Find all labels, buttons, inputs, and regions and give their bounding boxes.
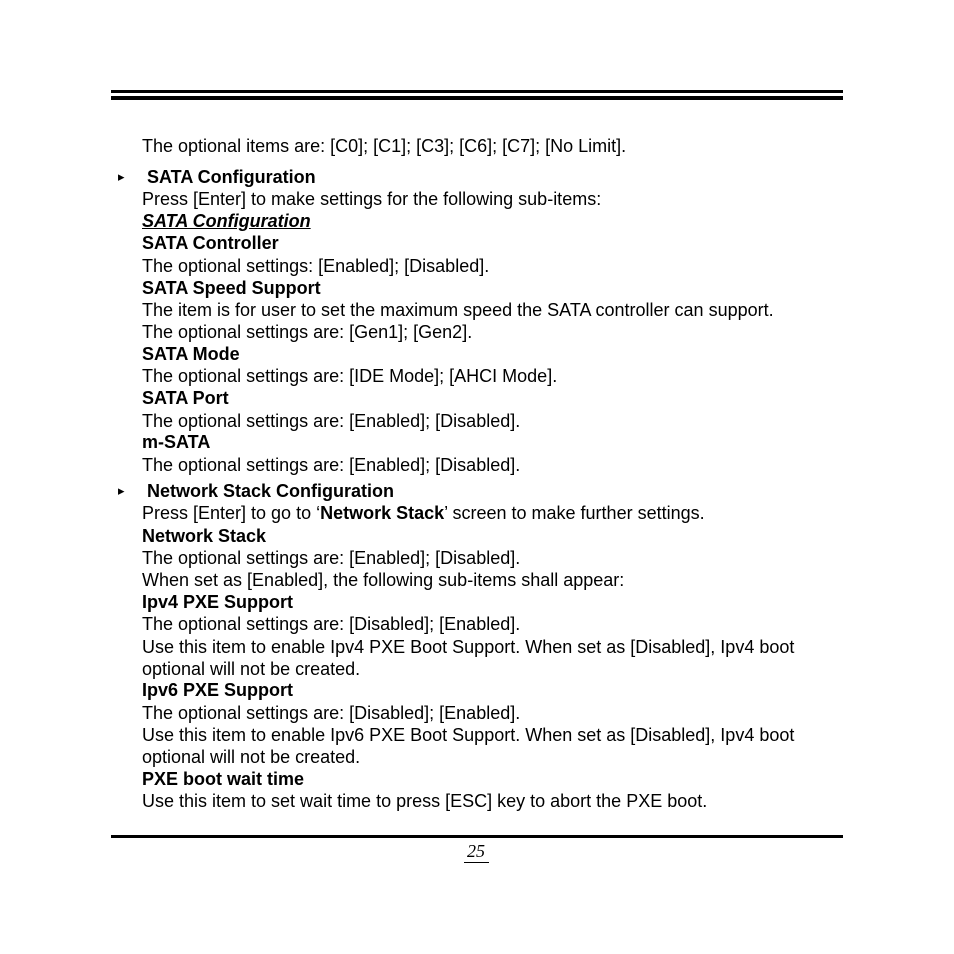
sata-speed-label: SATA Speed Support	[142, 278, 321, 298]
sata-mode-label: SATA Mode	[142, 344, 240, 364]
intro-text: The optional items are: [C0]; [C1]; [C3]; [C6]; [C7]; [No Limit].	[142, 136, 627, 156]
header-rule-top	[111, 90, 843, 93]
pxe-wait-desc: Use this item to set wait time to press [ESC] key to abort the PXE boot.	[142, 791, 708, 811]
sata-configuration-title: SATA Configuration	[147, 167, 316, 187]
sata-controller-desc: The optional settings: [Enabled]; [Disabled].	[142, 256, 490, 276]
footer-rule	[111, 835, 843, 838]
network-stack-desc: The optional settings are: [Enabled]; [Disabled].	[142, 548, 521, 568]
sata-controller-label: SATA Controller	[142, 233, 279, 253]
ipv4-pxe-note-2: optional will not be created.	[142, 659, 361, 679]
header-rule-bottom	[111, 96, 843, 100]
ipv6-pxe-desc: The optional settings are: [Disabled]; [Enabled].	[142, 703, 521, 723]
sata-description: Press [Enter] to make settings for the following sub-items:	[142, 189, 602, 209]
ipv6-pxe-note-2: optional will not be created.	[142, 747, 361, 767]
msata-label: m-SATA	[142, 432, 211, 452]
sata-port-desc: The optional settings are: [Enabled]; [Disabled].	[142, 411, 521, 431]
network-stack-note: When set as [Enabled], the following sub-items shall appear:	[142, 570, 625, 590]
network-stack-configuration-title: Network Stack Configuration	[147, 481, 395, 501]
page-number-underline	[464, 862, 489, 863]
network-desc-bold: Network Stack	[320, 503, 445, 523]
ipv4-pxe-desc: The optional settings are: [Disabled]; [Enabled].	[142, 614, 521, 634]
ipv6-pxe-label: Ipv6 PXE Support	[142, 680, 294, 700]
sata-speed-desc-2: The optional settings are: [Gen1]; [Gen2].	[142, 322, 473, 342]
msata-desc: The optional settings are: [Enabled]; [Disabled].	[142, 455, 521, 475]
sata-port-label: SATA Port	[142, 388, 229, 408]
bullet-arrow-icon: ▸	[118, 169, 125, 184]
sata-sub-heading: SATA Configuration	[142, 211, 311, 231]
bullet-arrow-icon: ▸	[118, 483, 125, 498]
ipv4-pxe-label: Ipv4 PXE Support	[142, 592, 294, 612]
ipv6-pxe-note-1: Use this item to enable Ipv6 PXE Boot Support. When set as [Disabled], Ipv4 boot	[142, 725, 795, 745]
network-stack-label: Network Stack	[142, 526, 267, 546]
sata-mode-desc: The optional settings are: [IDE Mode]; [AHCI Mode].	[142, 366, 558, 386]
network-desc-before: Press [Enter] to go to ‘	[142, 503, 321, 523]
network-desc-after: ’ screen to make further settings.	[444, 503, 705, 523]
page-number: 25	[467, 841, 485, 861]
pxe-wait-label: PXE boot wait time	[142, 769, 305, 789]
sata-speed-desc-1: The item is for user to set the maximum speed the SATA controller can support.	[142, 300, 774, 320]
ipv4-pxe-note-1: Use this item to enable Ipv4 PXE Boot Support. When set as [Disabled], Ipv4 boot	[142, 637, 795, 657]
network-description	[142, 502, 705, 524]
